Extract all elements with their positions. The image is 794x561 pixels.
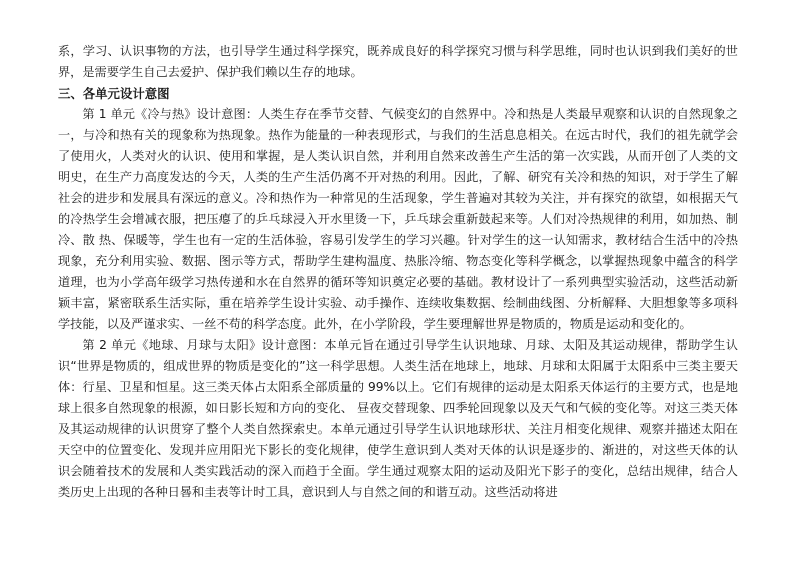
unit1-paragraph: 第 1 单元《冷与热》设计意图：人类生存在季节交替、气候变幻的自然界中。冷和热是人类最早观察和认识的自然现象之一，与冷和热有关的现象称为热现象。热作为能量的一种表现形式，与我们的生活息息相关。在远古时代，我们的祖先就学会了使用火，人类对火的认识、使用和掌握，是人类认识自然，并利用自然来改善生产生活的第一次实践，从而开创了人类的文明史，在生产力高度发达的今天，人类的生产生活仍离不开对热的利用。因此，了解、研究有关冷和热的知识，对于学生了解社会的进步和发展具有深远的意义。冷和热作为一种常见的生活现象，学生普遍对其较为关注，并有探究的欲望，如根据天气的冷热学生会增减衣服，把压瘪了的乒乓球浸入开水里烫一下，乒乓球会重新鼓起来等。人们对冷热规律的利用，如加热、制冷、散 热、保暖等，学生也有一定的生活体验，容易引发学生的学习兴趣。针对学生的这一认知需求，教材结合生活中的冷热现象，充分利用实验、数据、图示等方式，帮助学生建构温度、热胀冷缩、物态变化等科学概念，以掌握热现象中蕴含的科学道理，也为小学高年级学习热传递和水在自然界的循环等知识奠定必要的基础。教材设计了一系列典型实验活动，这些活动新颖丰富，紧密联系生活实际，重在培养学生设计实验、动手操作、连续收集数据、绘制曲线图、分析解释、大胆想象等多项科学技能，以及严谨求实、一丝不苟的科学态度。此外，在小学阶段，学生要理解世界是物质的，物质是运动和变化的。 bbox=[58, 107, 738, 331]
unit2-paragraph: 第 2 单元《地球、月球与太阳》设计意图：本单元旨在通过引导学生认识地球、月球、太阳及其运动规律，帮助学生认识“世界是物质的，组成世界的物质是变化的”这一科学思想。人类生活在地球上，地球、月球和太阳属于太阳系中三类主要天体：行星、卫星和恒星。这三类天体占太阳系全部质量的 99%以上。它们有规律的运动是太阳系天体运行的主要方式，也是地球上很多自然现象的根源，如日影长短和方向的变化、 昼夜交替现象、四季轮回现象以及天气和气候的变化等。对这三类天体及其运动规律的认识贯穿了整个人类自然探索史。本单元通过引导学生认识地球形状、关注月相变化规律、观察并描述太阳在天空中的位置变化、发现并应用阳光下影长的变化规律，使学生意识到人类对天体的认识是逐步的、渐进的，对这些天体的认识会随着技术的发展和人类实践活动的深入而趋于全面。学生通过观察太阳的运动及阳光下影子的变化，总结出规律，结合人类历史上出现的各种日晷和圭表等计时工具，意识到人与自然之间的和谐互动。这些活动将进 bbox=[58, 338, 738, 499]
intro-paragraph-tail: 系，学习、认识事物的方法，也引导学生通过科学探究，既养成良好的科学探究习惯与科学思维，同时也认识到我们美好的世界，是需要学生自己去爱护、保护我们赖以生存的地球。 bbox=[58, 44, 738, 79]
section-heading: 三、各单元设计意图 bbox=[58, 86, 170, 101]
document-body bbox=[58, 41, 738, 503]
